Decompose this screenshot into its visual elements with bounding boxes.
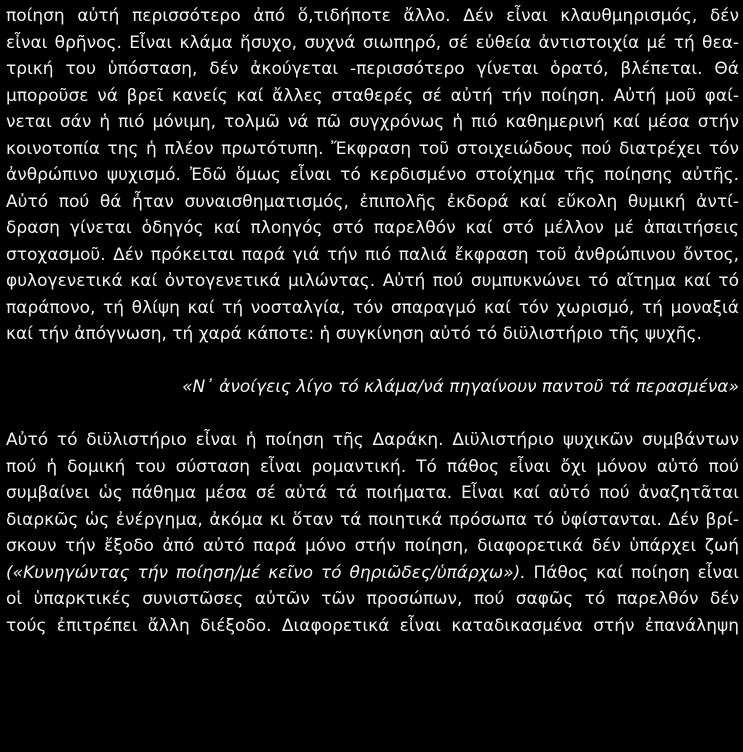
text-line: μποροῦσε νά βρεῖ κανείς καί ἄλλες σταθερές σέ αὐτή τήν ποίηση. Αὐτή μοῦ φαί- — [6, 85, 739, 106]
text-line: συμβαίνει ὡς πάθημα μέσα σέ αὐτά τά ποιήματα. Εἶναι καί αὐτό πού ἀναζητᾶται — [6, 483, 739, 503]
inline-quote: («Κυνηγώντας τήν ποίηση/μέ κεῖνο τό θηριῶδες/ὑπάρχω»). — [6, 562, 526, 583]
text-line: νεται σάν ἡ πιό μόνιμη, τολμῶ νά πῶ συγχρόνως ἡ πιό καθημερινή καί μέσα στήν — [6, 112, 739, 132]
text-line: φυλογενετικά καί ὀντογενετικά μιλώντας. Αὐτή πού συμπυκνώνει τό αἴτημα καί τό — [6, 271, 739, 291]
paragraph-1 — [6, 3, 739, 348]
text-line: Αὐτό τό διϋλιστήριο εἶναι ἡ ποίηση τῆς Δαράκη. Διϋλιστήριο ψυχικῶν συμβάντων — [6, 430, 739, 450]
text-line: τρική του ὑπόσταση, δέν ἀκούγεται -περισσότερο γίνεται ὁρατό, βλέπεται. Θά — [6, 59, 739, 79]
text-line: στοχασμοῦ. Δέν πρόκειται παρά γιά τήν πιό παλιά ἔκφραση τοῦ ἀνθρώπινου ὄντος, — [6, 244, 739, 265]
text-line: ποίηση αὐτή περισσότερο ἀπό ὅ,τιδήποτε ἄλλο. Δέν εἶναι κλαυθμηρισμός, δέν — [6, 6, 739, 26]
paragraph-2 — [6, 427, 739, 639]
spacer — [6, 348, 739, 375]
block-quote: «Ν᾽ ἀνοίγεις λίγο τό κλάμα/νά πηγαίνουν παντοῦ τά περασμένα» — [182, 377, 739, 397]
text-line: οἱ ὑπαρκτικές συνιστῶσες αὐτῶν τῶν προσώπων, πού σαφῶς τό παρελθόν δέν — [6, 589, 739, 609]
text-line: παράπονο, τή θλίψη καί τή νοσταλγία, τόν σπαραγμό καί τόν χωρισμό, τή μοναξιά — [6, 297, 739, 318]
text-line: τούς ἐπιτρέπει ἄλλη διέξοδο. Διαφορετικά εἶναι καταδικασμένα στήν ἐπανάληψη — [6, 615, 739, 636]
text-line: καί τήν ἀπόγνωση, τή χαρά κάποτε: ἡ συγκίνηση αὐτό τό διϋλιστήριο τῆς ψυχῆς. — [6, 324, 702, 344]
inline-text: Πάθος καί ποίηση εἶναι — [525, 562, 740, 583]
text-line: σκουν τήν ἔξοδο ἀπό αὐτό παρά μόνο στήν ποίηση, διαφορετικά δέν ὑπάρχει ζωή — [6, 536, 739, 556]
text-line: πού ἡ δομική του σύσταση εἶναι ρομαντική. Τό πάθος εἶναι ὄχι μόνον αὐτό πού — [6, 456, 739, 477]
text-line — [6, 560, 739, 587]
text-line: κοινοτοπία της ἡ πλέον πρωτότυπη. Ἔκφραση τοῦ στοιχειώδους πού διατρέχει τόν — [6, 138, 739, 159]
text-line: Αὐτό πού θά ἦταν συναισθηματισμός, ἐπιπολῆς ἐκδορά καί εὔκολη θυμική ἀντί- — [6, 191, 739, 212]
text-line: εἶναι θρῆνος. Εἶναι κλάμα ἥσυχο, συχνά σιωπηρό, σέ εὐθεία ἀντιστοιχία μέ τή θεα- — [6, 32, 739, 53]
text-line: διαρκῶς ὡς ἐνέργημα, ἀκόμα κι ὅταν τά ποιητικά πρόσωπα τό ὑφίστανται. Δέν βρί- — [6, 509, 739, 530]
text-line: δραση γίνεται ὁδηγός καί πλοηγός στό παρελθόν καί στό μέλλον μέ ἀπαιτήσεις — [6, 218, 739, 238]
spacer — [6, 401, 739, 428]
text-line: ἀνθρώπινο ψυχισμό. Ἐδῶ ὅμως εἶναι τό κερδισμένο στοίχημα τῆς ποίησης αὐτῆς. — [6, 165, 739, 185]
